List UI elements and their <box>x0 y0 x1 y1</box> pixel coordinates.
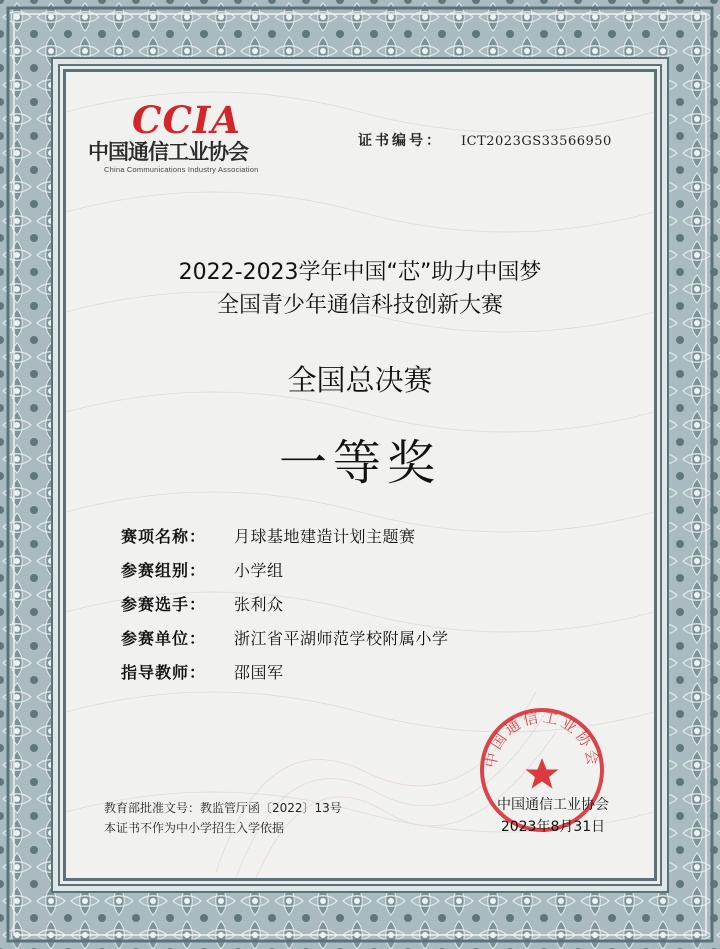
field-label: 赛项名称： <box>121 526 207 546</box>
field-event-name <box>121 518 449 552</box>
field-value: 小学组 <box>234 560 284 580</box>
approval-number: 教育部批准文号：教监管厅函〔2022〕13号 <box>104 801 342 815</box>
field-teacher <box>121 654 449 688</box>
field-label: 参赛单位： <box>121 628 207 648</box>
issue-date: 2023年8月31日 <box>500 819 606 835</box>
title-line-1: 2022-2023学年中国“芯”助力中国梦 <box>178 260 542 285</box>
field-value: 月球基地建造计划主题赛 <box>234 526 416 546</box>
field-label: 参赛选手： <box>121 594 207 614</box>
logo-mark: CCIA <box>132 98 241 142</box>
field-contestant <box>121 586 449 620</box>
certificate-body <box>66 72 654 878</box>
approval-notes <box>104 798 342 838</box>
award-details <box>121 518 449 688</box>
ccia-logo <box>88 100 263 174</box>
admission-note: 本证书不作为中小学招生入学依据 <box>104 821 285 835</box>
certificate-number-value: ICT2023GS33566950 <box>461 134 612 149</box>
certificate-number <box>358 130 612 150</box>
title-line-2: 全国青少年通信科技创新大赛 <box>216 293 503 318</box>
stage-title: 全国总决赛 <box>287 363 433 397</box>
field-value: 浙江省平湖师范学校附属小学 <box>234 628 449 648</box>
field-value: 邵国军 <box>234 662 284 682</box>
logo-name-en: China Communications Industry Association <box>104 165 259 174</box>
certificate-number-label: 证书编号： <box>358 133 443 149</box>
seal-star-icon <box>526 758 559 789</box>
field-label: 参赛组别： <box>121 560 207 580</box>
issuer-block <box>478 794 628 838</box>
field-value: 张利众 <box>234 594 284 614</box>
field-label: 指导教师： <box>121 662 207 682</box>
issuer-name: 中国通信工业协会 <box>497 797 609 813</box>
field-school <box>121 620 449 654</box>
seal-text: 中国通信工业协会 <box>481 707 603 770</box>
field-group <box>121 552 449 586</box>
logo-name-cn: 中国通信工业协会 <box>88 140 248 164</box>
award-title: 一等奖 <box>278 435 441 491</box>
